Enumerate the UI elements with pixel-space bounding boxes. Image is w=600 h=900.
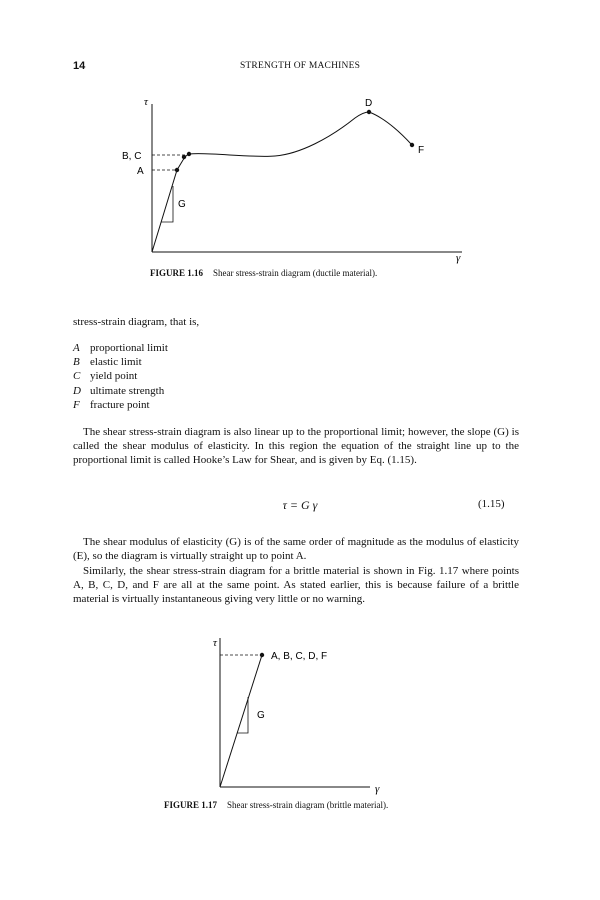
gamma-label: γ [456,252,461,264]
figure-1-17-caption [164,800,388,810]
definition-text: proportional limit [90,342,168,354]
equation: τ = G γ [282,498,318,512]
caption-text-2: Shear stress-strain diagram (brittle material). [227,800,389,810]
a-label: A [137,166,144,177]
definition-text: ultimate strength [90,384,165,397]
paragraph-2: The shear modulus of elasticity (G) is of the same order of magnitude as the modulus of elasticity (E), so the diagram is virtually straight up to point A. [73,536,519,562]
definition-text: yield point [90,370,138,383]
brittle-line [220,655,262,787]
intro-text: stress-strain diagram, that is, [73,316,200,328]
f-label: F [418,145,425,156]
definition-symbol: B [73,356,80,369]
running-head: STRENGTH OF MACHINES [239,61,361,71]
paragraph-1: The shear stress-strain diagram is also linear up to the proportional limit; however, the slope (G) is called the shear modulus of elasticity. In this region the equation of the straight line up to the proportional limit is called Hooke’s Law for Shear, and is given by Eq. (1.15). [73,426,519,466]
gamma-label-2: γ [375,783,380,795]
caption-text: Shear stress-strain diagram (ductile material). [213,268,378,278]
failure-point [260,653,264,657]
page-number: 14 [73,60,86,72]
definition-text: elastic limit [90,356,142,369]
caption-number: FIGURE 1.16 [150,268,204,278]
equation-number: (1.15) [478,498,505,510]
tau-label: τ [144,96,148,108]
definition-symbol: F [73,398,80,411]
caption-number-2: FIGURE 1.17 [164,800,218,810]
g-label-2: G [257,710,265,721]
tau-label-2: τ [213,637,217,649]
definition-symbol: D [73,384,81,397]
definition-symbol: A [73,342,80,354]
d-label: D [365,98,373,109]
g-label: G [178,199,186,210]
definition-text: fracture point [90,398,150,411]
failure-point-label: A, B, C, D, F [271,651,328,662]
definition-symbol: C [73,370,81,383]
bc-label: B, C [122,151,142,162]
paragraph-3: Similarly, the shear stress-strain diagram for a brittle material is shown in Fig. 1.17 where points A, B, C, D, and F are all at the same point. As stated earlier, this is because failure of a brittle material is virtually instantaneous giving very little or no warning. [73,565,519,605]
